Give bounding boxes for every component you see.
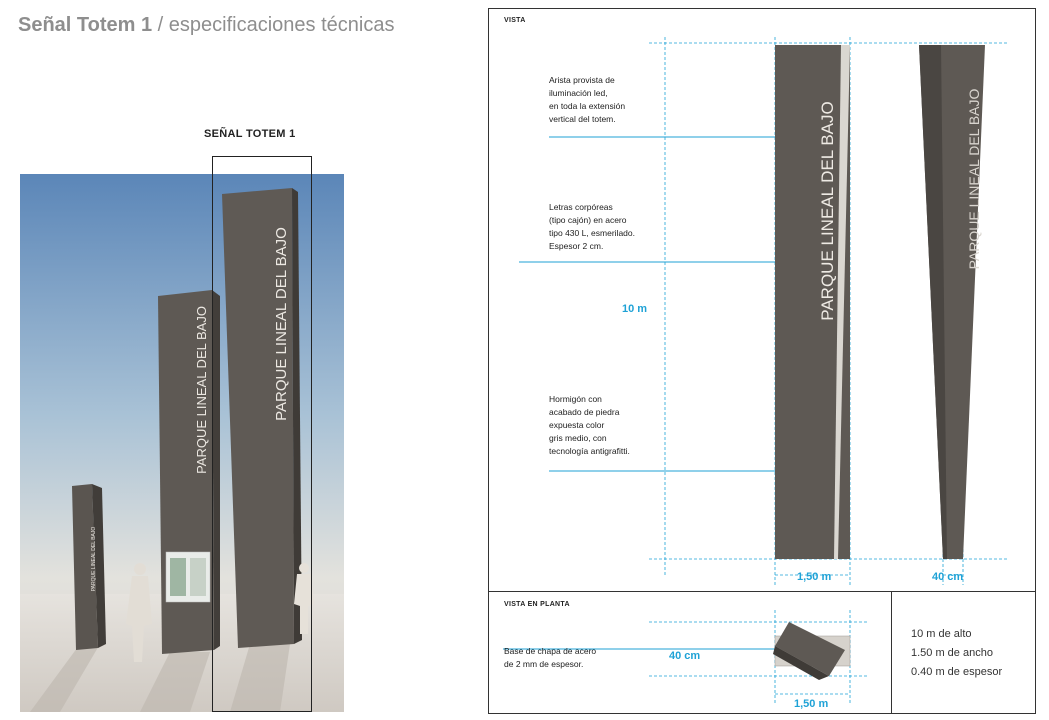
info-board [166, 552, 210, 602]
summary-divider [891, 591, 892, 713]
elevation-totem-text: PARQUE LINEAL DEL BAJO [818, 101, 837, 321]
elevation-label: VISTA [504, 17, 526, 24]
summary-thickness: 0.40 m de espesor [911, 666, 1003, 678]
small-totem [72, 484, 106, 650]
render-label: SEÑAL TOTEM 1 [204, 128, 296, 140]
plan-depth-dimension: 40 cm [669, 650, 701, 662]
summary-width: 1.50 m de ancho [911, 647, 993, 659]
height-dimension: 10 m [622, 303, 648, 315]
width-dimension: 1,50 m [797, 571, 832, 583]
title-bold: Señal Totem 1 [18, 14, 153, 36]
note-letters: Letras corpóreas (tipo cajón) en acero tipo 430 L, esmerilado. Espesor 2 cm. [549, 202, 635, 251]
plan-shape [773, 622, 850, 680]
elevation-side-text: PARQUE LINEAL DEL BAJO [966, 88, 982, 270]
page-title [18, 14, 394, 37]
tall-totem-text: PARQUE LINEAL DEL BAJO [273, 227, 290, 421]
small-totem-text: PARQUE LINEAL DEL BAJO [91, 526, 97, 592]
spec-summary [911, 625, 1002, 682]
elevation-side-totem [919, 45, 985, 559]
medium-totem-text: PARQUE LINEAL DEL BAJO [194, 306, 209, 474]
elevation-front-totem [775, 45, 850, 559]
summary-height: 10 m de alto [911, 628, 972, 640]
plan-base-note: Base de chapa de acero de 2 mm de espesor. [504, 646, 597, 669]
spec-panel [488, 8, 1036, 714]
highlight-frame [212, 156, 312, 712]
note-concrete: Hormigón con acabado de piedra expuesta color gris medio, con tecnología antigrafitti. [549, 394, 630, 456]
depth-dimension: 40 cm [932, 571, 964, 583]
note-led-edge: Arista provista de iluminación led, en toda la extensión vertical del totem. [549, 75, 626, 124]
title-subtitle: / especificaciones técnicas [152, 14, 395, 36]
plan-label: VISTA EN PLANTA [504, 601, 570, 608]
plan-width-dimension: 1,50 m [794, 698, 829, 710]
